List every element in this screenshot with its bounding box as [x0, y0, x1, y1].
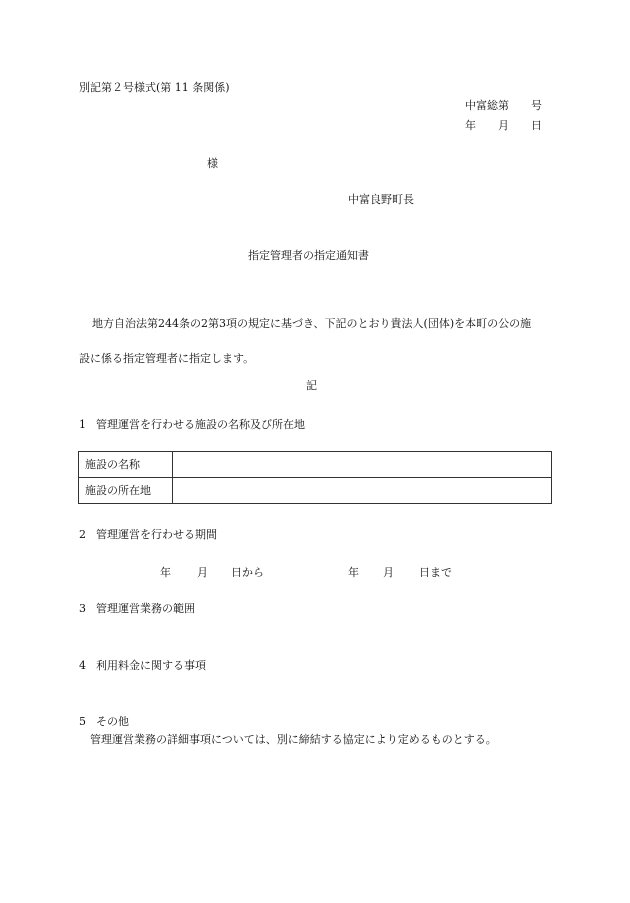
facility-table: [78, 451, 552, 504]
facility-name-label: 施設の名称: [79, 452, 173, 478]
document-date: [465, 120, 542, 131]
period-end-year: 年: [348, 566, 359, 579]
section-title: 利用料金に関する事項: [96, 659, 206, 672]
date-month: 月: [498, 119, 509, 132]
section-4-heading: [79, 660, 206, 671]
section-number: 2: [79, 528, 86, 541]
addressee-honorific: 様: [207, 157, 218, 170]
form-label: 別記第２号様式(第 11 条関係): [79, 81, 230, 94]
facility-address-value: [173, 478, 552, 504]
period-start-month: 月: [197, 566, 208, 579]
section-2-heading: [79, 529, 217, 540]
section-1-heading: [79, 419, 305, 430]
period-end-day: 日まで: [419, 566, 452, 579]
date-year: 年: [465, 119, 476, 132]
section-number: 5: [79, 715, 86, 728]
section-title: 管理運営を行わせる施設の名称及び所在地: [96, 418, 305, 431]
section-title: 管理運営を行わせる期間: [96, 528, 217, 541]
period-end-month: 月: [383, 566, 394, 579]
table-row: [79, 478, 552, 504]
period-start-day: 日から: [231, 566, 264, 579]
section-5-heading: [79, 716, 129, 727]
table-row: [79, 452, 552, 478]
document-title: 指定管理者の指定通知書: [248, 249, 369, 262]
period-start-year: 年: [160, 566, 171, 579]
section-number: 3: [79, 602, 86, 615]
facility-address-label: 施設の所在地: [79, 478, 173, 504]
document-number-prefix: 中富総第: [465, 99, 509, 112]
section-number: 4: [79, 659, 86, 672]
date-day: 日: [531, 119, 542, 132]
body-text-line-1: 地方自治法第244条の2第3項の規定に基づき、下記のとおり貴法人(団体)を本町の公の施: [92, 317, 532, 330]
issuer-name: 中富良野町長: [348, 193, 414, 206]
section-5-text: 管理運営業務の詳細事項については、別に締結する協定により定めるものとする。: [90, 733, 497, 746]
document-number-suffix: 号: [531, 99, 542, 112]
section-title: 管理運営業務の範囲: [96, 602, 195, 615]
section-title: その他: [96, 715, 129, 728]
section-3-heading: [79, 603, 195, 614]
ki-marker: 記: [306, 379, 317, 392]
document-number: [465, 100, 542, 111]
body-text-line-2: 設に係る指定管理者に指定します。: [79, 352, 255, 365]
section-number: 1: [79, 418, 86, 431]
facility-name-value: [173, 452, 552, 478]
